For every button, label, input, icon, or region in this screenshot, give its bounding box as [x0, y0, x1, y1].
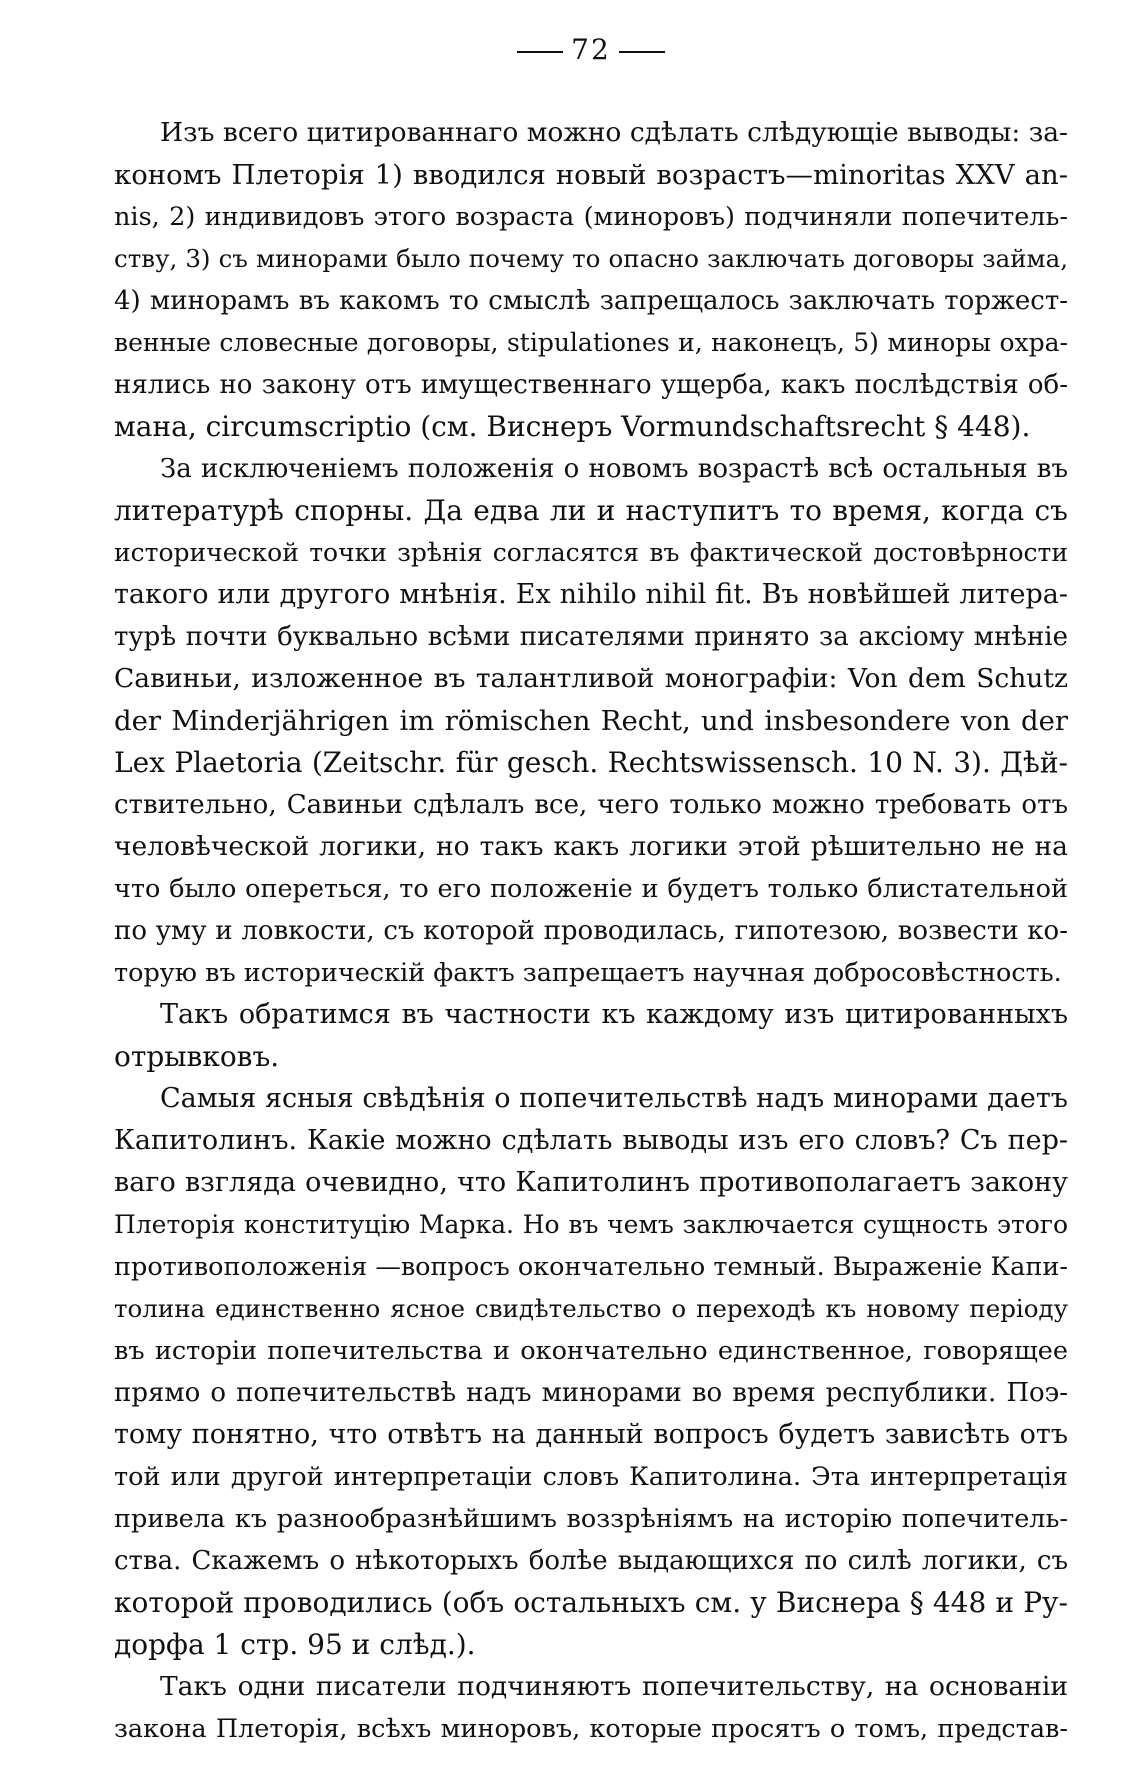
- text-line: Lex Plaetoria (Zeitschr. für gesch. Rechtswissensch. 10 N. 3). Дѣй-: [114, 746, 1068, 779]
- text-line: толина единственно ясное свидѣтельство о переходѣ къ новому періоду: [114, 1294, 1068, 1323]
- text-line: Такъ обратимся въ частности къ каждому изъ цитированныхъ: [160, 999, 1068, 1030]
- text-line: ства. Скажемъ о нѣкоторыхъ болѣе выдающихся по силѣ логики, съ: [114, 1546, 1068, 1576]
- text-line: ваго взгляда очевидно, что Капитолинъ противополагаетъ закону: [114, 1167, 1068, 1198]
- left-dash-rule: [517, 51, 563, 53]
- text-line: турѣ почти буквально всѣми писателями принято за аксіому мнѣніе: [114, 622, 1068, 652]
- right-dash-rule: [619, 51, 665, 53]
- text-line: торую въ историческій фактъ запрещаетъ научная добросовѣстность.: [114, 958, 1062, 988]
- text-line: закона Плеторія, всѣхъ миноровъ, которые просятъ о томъ, представ-: [114, 1714, 1068, 1744]
- text-line: Савиньи, изложенное въ талантливой монографіи: Von dem Schutz: [114, 663, 1068, 694]
- page-number-text: 72: [571, 33, 611, 66]
- text-line: противоположенія —вопросъ окончательно темный. Выраженіе Капи-: [114, 1252, 1068, 1282]
- text-line: Капитолинъ. Какіе можно сдѣлать выводы изъ его словъ? Съ пер-: [114, 1125, 1068, 1156]
- text-line: которой проводились (объ остальныхъ см. у Виснера § 448 и Ру-: [114, 1586, 1068, 1619]
- text-line: въ исторіи попечительства и окончательно единственное, говорящее: [114, 1336, 1068, 1366]
- paragraph-3: [114, 994, 1068, 1078]
- text-line: Такъ одни писатели подчиняютъ попечительству, на основаніи: [160, 1671, 1068, 1702]
- text-line: За исключеніемъ положенія о новомъ возрастѣ всѣ остальныя въ: [160, 454, 1068, 484]
- text-line: Плеторія конституцію Марка. Но въ чемъ заключается сущность этого: [114, 1210, 1068, 1239]
- paragraph-2: [114, 448, 1068, 994]
- text-line: мана, circumscriptio (см. Виснеръ Vormundschaftsrecht § 448).: [114, 410, 1031, 443]
- text-line: ству, 3) съ минорами было почему то опасно заключать договоры займа,: [114, 244, 1068, 273]
- text-line: отрывковъ.: [114, 1040, 280, 1073]
- text-line: Изъ всего цитированнаго можно сдѣлать слѣдующіе выводы: за-: [160, 117, 1068, 148]
- paragraph-4: [114, 1078, 1068, 1666]
- text-line: исторической точки зрѣнія согласятся въ фактической достовѣрности: [114, 538, 1068, 567]
- text-line: что было опереться, то его положеніе и будетъ только блистательной: [114, 874, 1068, 904]
- text-line: прямо о попечительствѣ надъ минорами во время республики. Поэ-: [114, 1378, 1068, 1408]
- paragraph-1: [114, 112, 1068, 448]
- text-line: привела къ разнообразнѣйшимъ воззрѣніямъ на исторію попечитель-: [114, 1504, 1068, 1534]
- book-page: [114, 30, 1068, 1750]
- text-line: ствительно, Савиньи сдѣлалъ все, чего только можно требовать отъ: [114, 790, 1068, 820]
- text-line: Самыя ясныя свѣдѣнія о попечительствѣ надъ минорами даетъ: [160, 1083, 1068, 1114]
- text-line: по уму и ловкости, съ которой проводилась, гипотезою, возвести ко-: [114, 916, 1068, 946]
- text-line: венные словесные договоры, stipulationes и, наконецъ, 5) миноры охра-: [114, 328, 1068, 357]
- text-line: литературѣ спорны. Да едва ли и наступитъ то время, когда съ: [114, 494, 1068, 527]
- text-line: такого или другого мнѣнія. Ex nihilo nihil fit. Въ новѣйшей литера-: [114, 579, 1068, 610]
- text-line: человѣческой логики, но такъ какъ логики этой рѣшительно не на: [114, 831, 1068, 862]
- text-line: дорфа 1 стр. 95 и слѣд.).: [114, 1628, 476, 1661]
- text-line: нялись но закону отъ имущественнаго ущерба, какъ послѣдствія об-: [114, 370, 1068, 400]
- text-line: той или другой интерпретаціи словъ Капитолина. Эта интерпретація: [114, 1462, 1068, 1492]
- text-line: der Minderjährigen im römischen Recht, und insbesondere von der: [114, 705, 1068, 737]
- text-line: кономъ Плеторія 1) вводился новый возрастъ—minoritas XXV an-: [114, 159, 1068, 191]
- paragraph-5: [114, 1666, 1068, 1750]
- text-line: nis, 2) индивидовъ этого возраста (миноровъ) подчиняли попечитель-: [114, 202, 1068, 232]
- text-line: тому понятно, что отвѣтъ на данный вопросъ будетъ зависѣть отъ: [114, 1419, 1068, 1450]
- text-line: 4) минорамъ въ какомъ то смыслѣ запрещалось заключать торжест-: [114, 286, 1068, 316]
- page-number: [114, 30, 1068, 70]
